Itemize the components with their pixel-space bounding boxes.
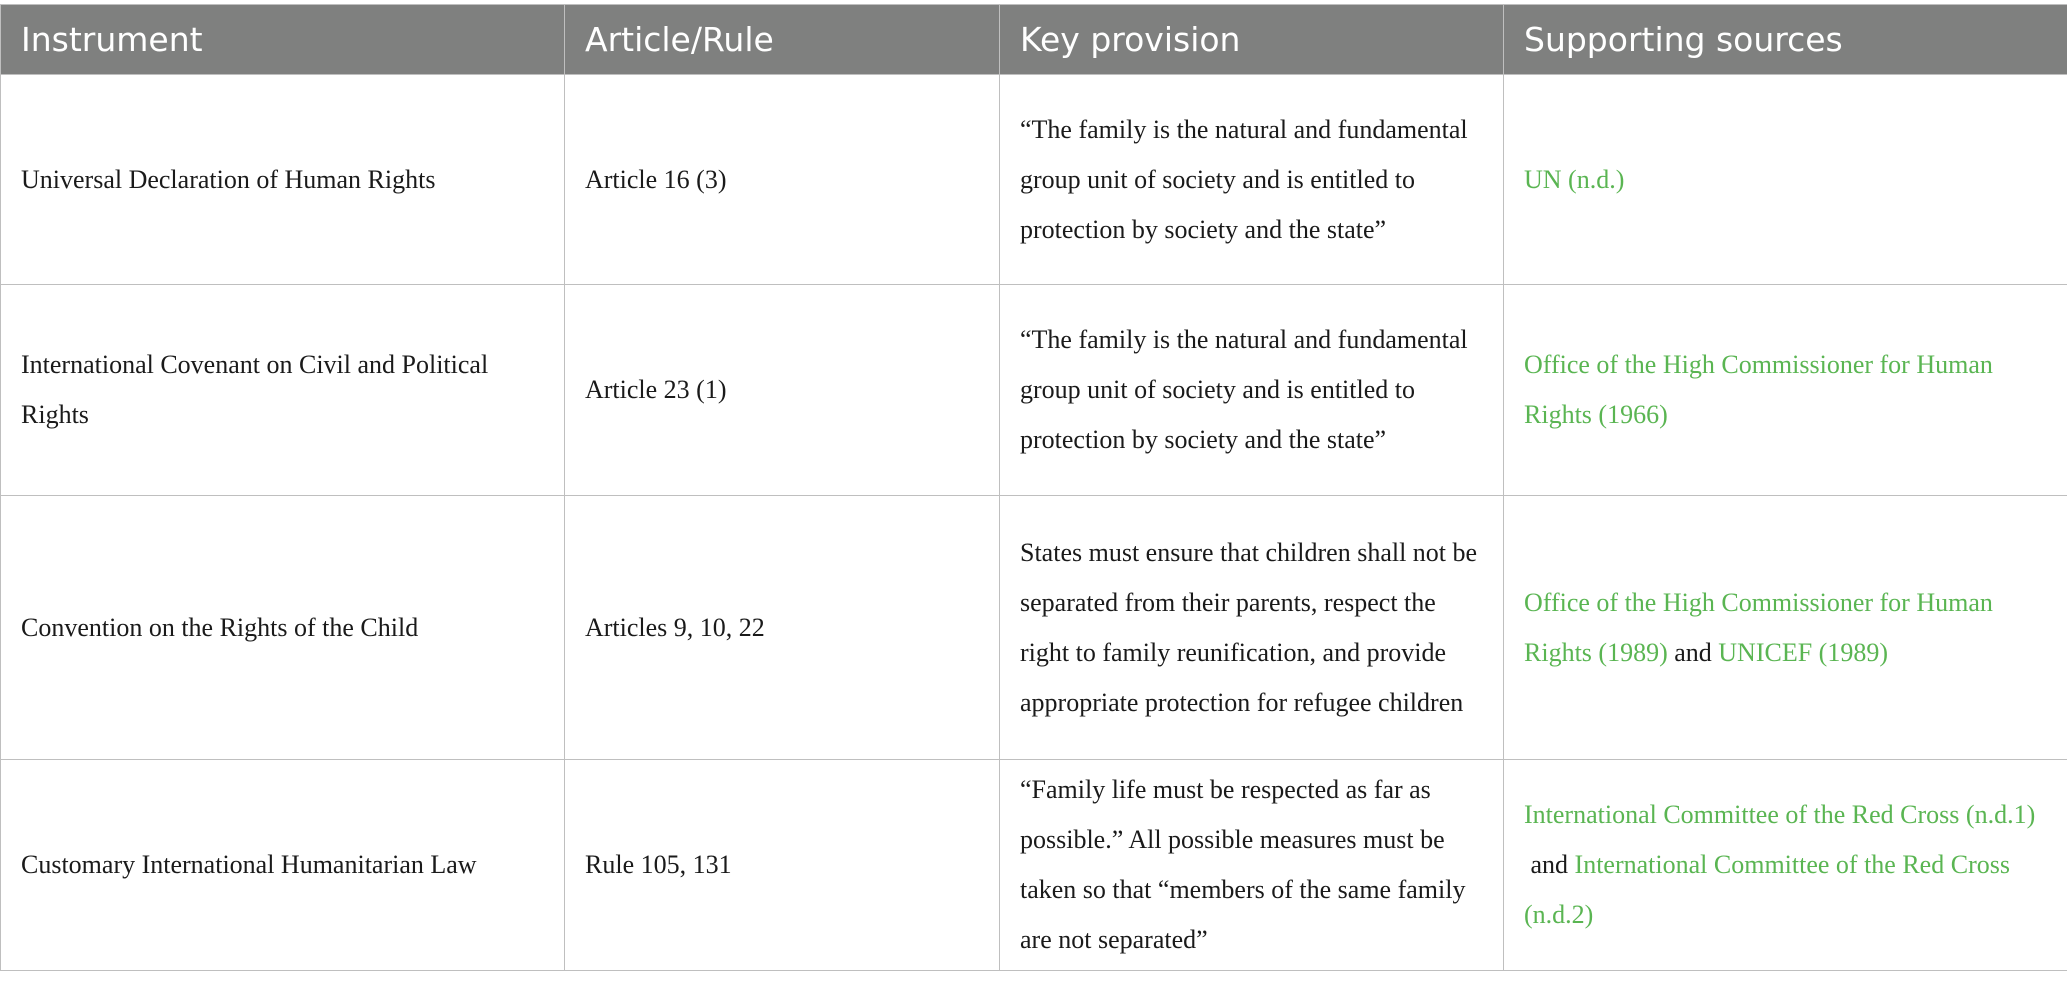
table-row [1, 285, 2067, 496]
table-row [1, 496, 2067, 760]
instrument-cell: Universal Declaration of Human Rights [1, 75, 565, 285]
source-link[interactable]: UN (n.d.) [1524, 164, 1625, 194]
source-link[interactable]: International Committee of the Red Cross (n.d.1) [1524, 800, 2036, 829]
source-link[interactable]: International Committee of the Red Cross (n.d.2) [1524, 850, 2010, 929]
header-instrument: Instrument [1, 5, 565, 75]
instrument-cell: International Covenant on Civil and Political Rights [1, 285, 565, 496]
source-link[interactable]: Office of the High Commissioner for Human Rights (1989) [1524, 587, 1993, 667]
header-article: Article/Rule [565, 5, 1000, 75]
source-link[interactable]: UNICEF (1989) [1718, 637, 1888, 667]
source-link[interactable]: Office of the High Commissioner for Human Rights (1966) [1524, 350, 1993, 429]
header-row [1, 5, 2067, 75]
sources-cell [1504, 285, 2067, 496]
provision-cell: “Family life must be respected as far as possible.” All possible measures must be taken so that “members of the same family are not separated” [1000, 760, 1504, 971]
article-cell: Article 23 (1) [565, 285, 1000, 496]
header-provision: Key provision [1000, 5, 1504, 75]
provision-cell: States must ensure that children shall not be separated from their parents, respect the right to family reunification, and provide appropriate protection for refugee children [1000, 496, 1504, 760]
table-row [1, 75, 2067, 285]
sources-cell [1504, 760, 2067, 971]
article-cell: Articles 9, 10, 22 [565, 496, 1000, 760]
article-cell: Rule 105, 131 [565, 760, 1000, 971]
instrument-cell: Convention on the Rights of the Child [1, 496, 565, 760]
instrument-cell: Customary International Humanitarian Law [1, 760, 565, 971]
sources-cell [1504, 496, 2067, 760]
instruments-table [0, 4, 2067, 971]
article-cell: Article 16 (3) [565, 75, 1000, 285]
provision-cell: “The family is the natural and fundamental group unit of society and is entitled to protection by society and the state” [1000, 285, 1504, 496]
sources-cell [1504, 75, 2067, 285]
source-joiner: and [1667, 637, 1719, 667]
provision-cell: “The family is the natural and fundamental group unit of society and is entitled to protection by society and the state” [1000, 75, 1504, 285]
source-joiner: and [1524, 850, 1575, 879]
table-row [1, 760, 2067, 971]
header-sources: Supporting sources [1504, 5, 2067, 75]
